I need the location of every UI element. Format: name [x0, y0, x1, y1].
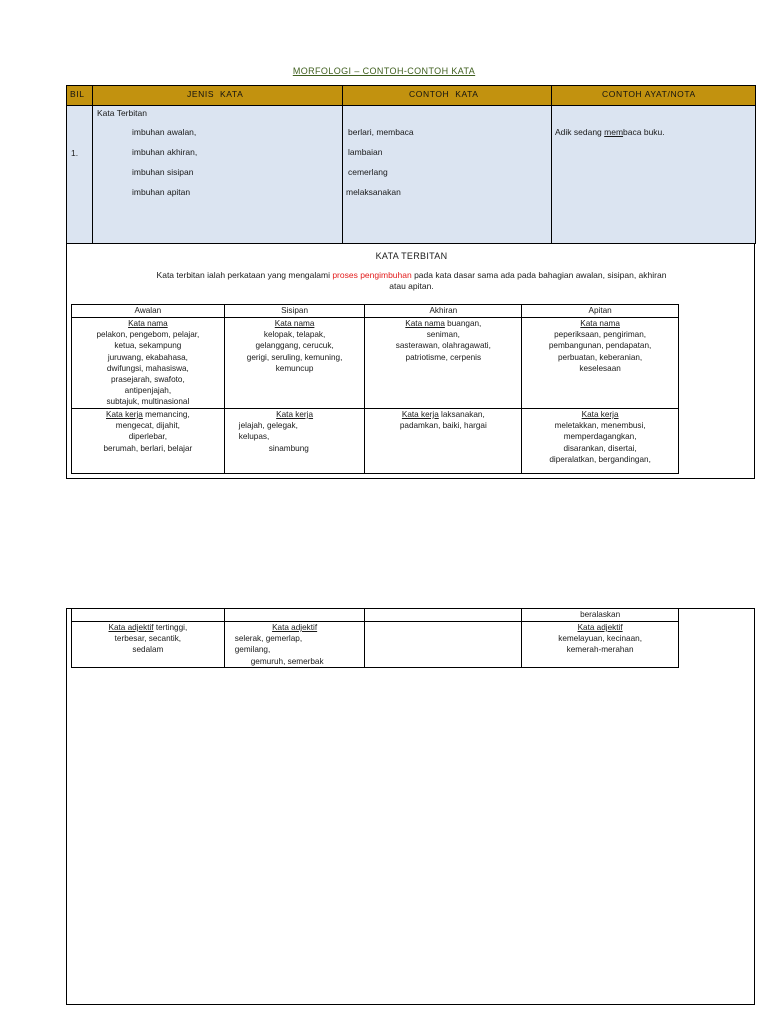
header-jenis-kata-label: JENIS KATA — [187, 89, 244, 99]
col-sisipan: Sisipan — [224, 305, 365, 318]
contoh-item: cemerlang — [348, 167, 388, 177]
list-item: ketua, sekampung — [114, 341, 182, 351]
list-item: gemilang, — [234, 645, 271, 655]
contoh-item: berlari, membaca — [348, 127, 414, 137]
list-item: prasejarah, swafoto, — [111, 375, 185, 385]
table-row — [72, 318, 679, 409]
cell-awalan-nama — [72, 318, 225, 409]
bil-number: 1. — [71, 148, 79, 158]
list-item: mengecat, dijahit, — [115, 421, 180, 431]
table-kata-terbitan — [66, 85, 756, 245]
list-item: peperiksaan, pengiriman, — [554, 330, 647, 340]
list-item: tertinggi, — [153, 623, 188, 632]
list-item: sedalam — [132, 645, 164, 655]
list-item: patriotisme, cerpenis — [405, 352, 482, 362]
list-item: diperlebar, — [128, 432, 167, 442]
table-header-row — [72, 305, 679, 318]
ayat-underlined: mem — [604, 127, 624, 137]
cell-sisipan-kerja — [224, 409, 365, 474]
contoh-item: lambaian — [348, 147, 383, 157]
list-item: subtajuk, multinasional — [106, 397, 190, 407]
label-kata-nama: Kata nama — [405, 319, 445, 328]
cell-akhiran-kerja — [365, 409, 522, 474]
contoh-item: melaksanakan — [346, 187, 401, 197]
col-apitan: Apitan — [522, 305, 679, 318]
header-contoh-ayat — [552, 85, 756, 105]
list-item: berumah, berlari, belajar — [103, 443, 193, 453]
jenis-title: Kata Terbitan — [97, 108, 147, 118]
cell-akhiran-cont — [365, 609, 522, 622]
list-item: dwifungsi, mahasiswa, — [106, 363, 189, 373]
header-bil-label: BIL — [70, 89, 85, 99]
list-item: kemerah-merahan — [566, 645, 634, 655]
cell-akhiran-adjektif — [365, 622, 522, 668]
list-item: padamkan, baiki, hargai — [399, 421, 487, 431]
cell-apitan-adjektif — [522, 622, 679, 668]
table-row — [72, 609, 679, 622]
jenis-item: imbuhan sisipan — [132, 167, 194, 177]
table-row — [72, 622, 679, 668]
list-item: jelajah, gelegak, — [238, 421, 298, 431]
list-item: juruwang, ekabahasa, — [107, 352, 188, 362]
list-item: laksanakan, — [438, 410, 485, 419]
label-kata-kerja: Kata kerja — [581, 410, 619, 419]
label-kata-adjektif: Kata adjektif — [577, 623, 623, 632]
list-item: sinambung — [268, 443, 309, 453]
list-item: memperdagangkan, — [563, 432, 637, 442]
list-item: sasterawan, olahragawati, — [395, 341, 491, 351]
list-item: perbuatan, keberanian, — [557, 352, 643, 362]
col-akhiran: Akhiran — [365, 305, 522, 318]
list-item: kemelayuan, kecinaan, — [558, 634, 642, 644]
imbuhan-table-continued — [71, 609, 679, 668]
label-kata-kerja: Kata kerja — [401, 410, 439, 419]
cell-apitan-cont: beralaskan — [522, 609, 679, 622]
label-kata-kerja: Kata kerja — [106, 410, 143, 419]
cell-apitan-kerja — [522, 409, 679, 474]
cell-bil — [66, 105, 93, 244]
imbuhan-table — [71, 304, 679, 474]
cell-akhiran-nama — [365, 318, 522, 409]
list-item: keselesaan — [579, 363, 621, 373]
ayat-post: baca buku. — [623, 127, 665, 137]
list-item: kelupas, — [238, 432, 270, 442]
cell-sisipan-cont — [224, 609, 365, 622]
label-kata-nama: Kata nama — [580, 319, 620, 328]
section-heading: KATA TERBITAN — [375, 251, 448, 261]
header-contoh-kata-label: CONTOH KATA — [409, 89, 479, 99]
list-item: pembangunan, pendapatan, — [548, 341, 652, 351]
jenis-item: imbuhan awalan, — [132, 127, 197, 137]
jenis-item: imbuhan akhiran, — [132, 147, 198, 157]
col-awalan: Awalan — [72, 305, 225, 318]
list-item: buangan, — [444, 319, 482, 328]
desc-highlight: proses pengimbuhan — [332, 270, 412, 280]
kata-terbitan-section — [66, 244, 755, 479]
label-kata-kerja: Kata kerja — [276, 410, 314, 419]
header-contoh-ayat-label: CONTOH AYAT/NOTA — [602, 89, 696, 99]
list-item: gemuruh, semerbak — [250, 656, 324, 666]
cell-contoh-ayat — [552, 105, 756, 244]
contoh-ayat-text — [555, 127, 665, 137]
ayat-pre: Adik sedang — [555, 127, 605, 137]
list-item: pelakon, pengebom, pelajar, — [96, 330, 200, 340]
list-item: kemuncup — [275, 363, 314, 373]
desc-line2: atau apitan. — [389, 281, 434, 291]
cell-contoh-kata — [343, 105, 552, 244]
cell-sisipan-nama — [224, 318, 365, 409]
list-item: meletakkan, menembusi, — [554, 421, 646, 431]
page-title: MORFOLOGI – CONTOH-CONTOH KATA — [292, 66, 476, 76]
list-item: antipenjajah, — [124, 386, 172, 396]
label-kata-nama: Kata nama — [274, 319, 315, 328]
header-contoh-kata — [343, 85, 552, 105]
cell-apitan-nama — [522, 318, 679, 409]
label-kata-nama: Kata nama — [128, 319, 168, 328]
cell-sisipan-adjektif — [224, 622, 365, 668]
list-item: memancing, — [142, 410, 190, 419]
cell-jenis-kata — [93, 105, 343, 244]
desc-post: pada kata dasar sama ada pada bahagian awalan, sisipan, akhiran — [411, 270, 667, 280]
list-item: disarankan, disertai, — [563, 443, 637, 453]
list-item: gelanggang, cerucuk, — [255, 341, 334, 351]
list-item: terbesar, secantik, — [114, 634, 182, 644]
list-item: seniman, — [426, 330, 460, 340]
list-item: selerak, gemerlap, — [234, 634, 303, 644]
cell-awalan-cont — [72, 609, 225, 622]
label-kata-adjektif: Kata adjektif — [272, 623, 318, 632]
list-item: diperalatkan, bergandingan, — [549, 454, 651, 464]
section-description — [67, 270, 756, 292]
header-bil — [66, 85, 93, 105]
desc-pre: Kata terbitan ialah perkataan yang mengalami — [156, 270, 333, 280]
label-kata-adjektif: Kata adjektif — [108, 623, 154, 632]
cell-awalan-adjektif — [72, 622, 225, 668]
list-item: kelopak, telapak, — [263, 330, 326, 340]
table-row — [72, 409, 679, 474]
list-item: gerigi, seruling, kemuning, — [246, 352, 343, 362]
page-two-frame — [66, 608, 755, 1005]
header-jenis-kata — [93, 85, 343, 105]
cell-awalan-kerja — [72, 409, 225, 474]
jenis-item: imbuhan apitan — [132, 187, 191, 197]
